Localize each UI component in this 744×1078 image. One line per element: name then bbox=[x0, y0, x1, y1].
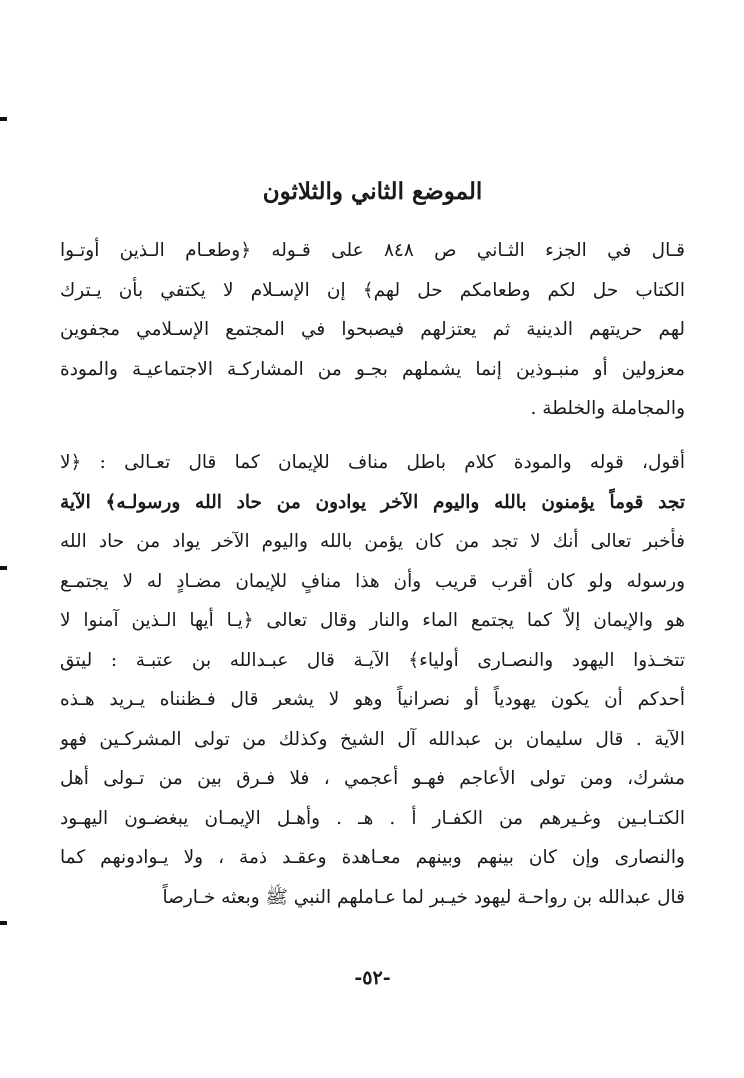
text-line: فأخبر تعالى أنك لا تجد من كان يؤمن بالله واليوم الآخر يواد من حاد الله bbox=[60, 531, 685, 552]
text-line: والمجاملة والخلطة . bbox=[530, 398, 685, 419]
paragraph-response bbox=[60, 443, 685, 917]
text-line: الآية . قال سليمان بن عبدالله آل الشيخ وكذلك من تولى المشركـين فهو bbox=[60, 728, 685, 750]
paragraph-quote bbox=[60, 231, 685, 429]
text-line: معزولين أو منبـوذين إنما يشملهم بجـو من المشاركـة الاجتماعيـة والمودة bbox=[60, 358, 685, 380]
margin-mark bbox=[0, 117, 7, 121]
page-number: -٥٢- bbox=[354, 967, 391, 989]
text-line: لهم حريتهم الدينية ثم يعتزلهم فيصبحوا في المجتمع الإسـلامي مجفوين bbox=[60, 319, 685, 340]
text-line: أقول، قوله والمودة كلام باطل مناف للإيمان كما قال تعـالى : ﴿لا bbox=[60, 452, 685, 473]
margin-mark bbox=[0, 566, 7, 570]
text-line: الكتـابـين وغـيرهم من الكفـار أ . هـ . وأهـل الإيمـان يبغضـون اليهـود bbox=[60, 807, 685, 829]
text-line: قال عبدالله بن رواحـة ليهود خيـبر لما عـاملهم النبي ﷺ وبعثه خـارصاً bbox=[162, 886, 685, 908]
margin-mark bbox=[0, 921, 7, 925]
text-line: تجد قوماً يؤمنون بالله واليوم الآخر يوادون من حاد الله ورسولـه﴾ الآية bbox=[60, 491, 685, 513]
text-line: مشرك، ومن تولى الأعاجم فهـو أعجمي ، فلا فـرق بين من تـولى أهل bbox=[60, 768, 685, 789]
section-title: الموضع الثاني والثلاثون bbox=[262, 178, 483, 205]
text-line: الكتاب حل لكم وطعامكم حل لهم﴾ إن الإسـلام لا يكتفي بأن يـترك bbox=[60, 279, 685, 301]
text-line: قـال في الجزء الثـاني ص ٨٤٨ على قـوله ﴿وطعـام الـذين أوتـوا bbox=[60, 240, 685, 261]
text-line: ورسوله ولو كان أقرب قريب وأن هذا منافٍ للإيمان مضـادٍ له لا يجتمـع bbox=[60, 570, 685, 592]
text-line: هو والإيمان إلاّ كما يجتمع الماء والنار وقال تعالى ﴿يـا أيها الـذين آمنوا لا bbox=[60, 610, 685, 631]
text-line: والنصارى وإن كان بينهم وبينهم معـاهدة وعقـد ذمة ، ولا يـوادونهم كما bbox=[60, 847, 685, 868]
book-page bbox=[60, 0, 685, 1078]
text-line: أحدكم أن يكون يهودياً أو نصرانياً وهو لا يشعر قال فـظنناه يـريد هـذه bbox=[60, 689, 685, 710]
text-line: تتخـذوا اليهود والنصـارى أولياء﴾ الآيـة قال عبـدالله بن عتبـة : ليتق bbox=[60, 649, 685, 671]
